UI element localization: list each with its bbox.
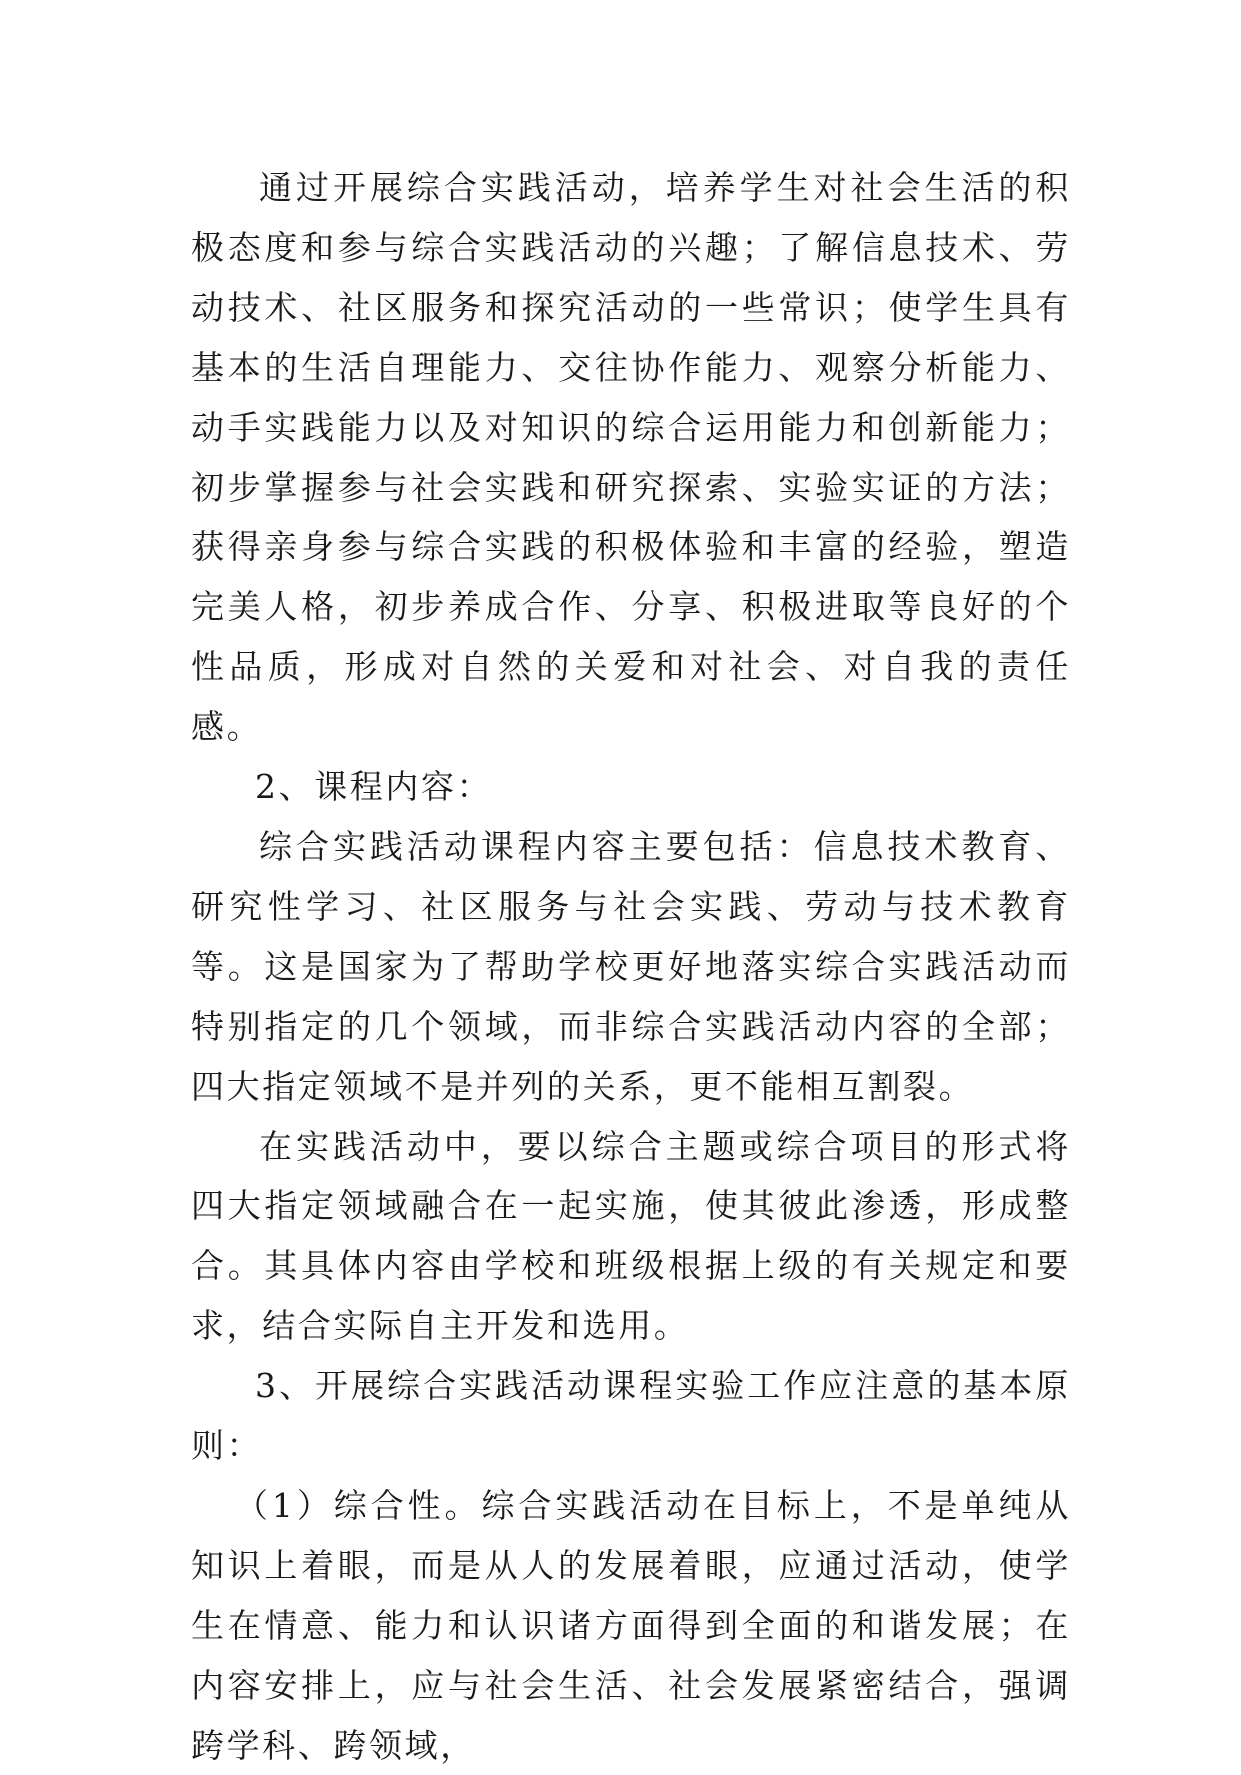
paragraph-implementation: 在实践活动中，要以综合主题或综合项目的形式将四大指定领域融合在一起实施，使其彼此渗透，形成整合。其具体内容由学校和班级根据上级的有关规定和要求，结合实际自主开发和选用。 [191, 1126, 1071, 1346]
paragraph-course-content: 综合实践活动课程内容主要包括：信息技术教育、研究性学习、社区服务与社会实践、劳动与技术教育等。这是国家为了帮助学校更好地落实综合实践活动而特别指定的几个领域，而非综合实践活动内容的全部；四大指定领域不是并列的关系，更不能相互割裂。 [191, 826, 1071, 1106]
heading-basic-principles: 3、开展综合实践活动课程实验工作应注意的基本原则： [191, 1366, 1071, 1466]
document-body [191, 158, 1071, 1775]
paragraph-principle-comprehensive: （1）综合性。综合实践活动在目标上，不是单纯从知识上着眼，而是从人的发展着眼，应通过活动，使学生在情意、能力和认识诸方面得到全面的和谐发展；在内容安排上，应与社会生活、社会发展紧密结合，强调跨学科、跨领域， [191, 1485, 1071, 1765]
heading-course-content: 2、课程内容： [255, 767, 493, 807]
paragraph-goals: 通过开展综合实践活动，培养学生对社会生活的积极态度和参与综合实践活动的兴趣；了解信息技术、劳动技术、社区服务和探究活动的一些常识；使学生具有基本的生活自理能力、交往协作能力、观察分析能力、动手实践能力以及对知识的综合运用能力和创新能力；初步掌握参与社会实践和研究探索、实验实证的方法；获得亲身参与综合实践的积极体验和丰富的经验，塑造完美人格，初步养成合作、分享、积极进取等良好的个性品质，形成对自然的关爱和对社会、对自我的责任感。 [191, 168, 1071, 747]
